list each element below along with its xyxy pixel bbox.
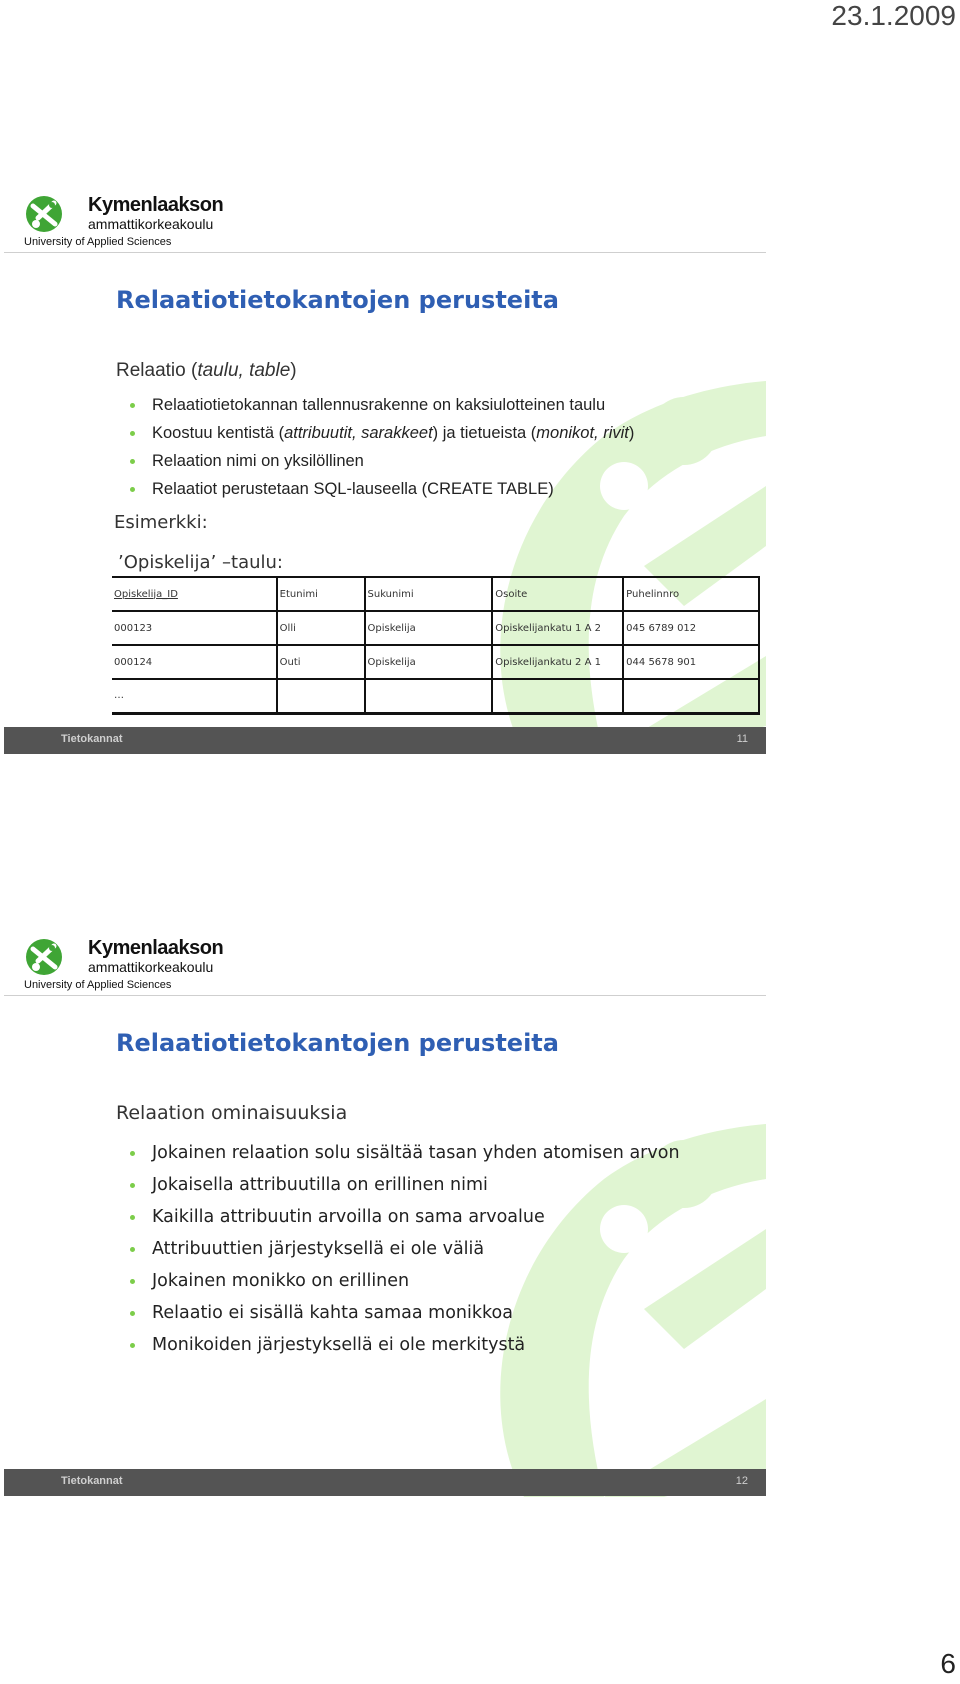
list-item: [116, 1297, 680, 1329]
bullet-dot-icon: [130, 487, 135, 492]
bullet-dot-icon: [130, 1247, 135, 1252]
table-row: [112, 645, 759, 679]
bullet-dot-icon: [130, 431, 135, 436]
kyamk-emblem-icon: [24, 194, 64, 234]
bullet-text: Relaatiotietokannan tallennusrakenne on kaksiulotteinen taulu: [152, 396, 606, 414]
bullet-text: Koostuu kentistä (: [152, 424, 285, 442]
bullet-dot-icon: [130, 459, 135, 464]
logo-subname: ammattikorkeakoulu: [88, 959, 214, 975]
bullet-dot-icon: [130, 1343, 135, 1348]
table-cell: [277, 679, 365, 713]
bullet-italic: monikot, rivit: [536, 424, 629, 442]
header-text: Opiskelija_ID: [114, 588, 178, 600]
bullet-text: Jokaisella attribuutilla on erillinen nimi: [152, 1175, 488, 1195]
kyamk-logo: [24, 194, 224, 250]
bullet-list: [116, 1137, 680, 1361]
bullet-text: Attribuuttien järjestyksellä ei ole väliä: [152, 1239, 485, 1259]
logo-name: Kymenlaakson: [88, 937, 224, 959]
header-divider: [4, 252, 766, 253]
bullet-dot-icon: [130, 1279, 135, 1284]
slide-number: 11: [736, 733, 748, 745]
footer-label: Tietokannat: [61, 1475, 123, 1487]
bullet-list: [116, 391, 634, 503]
bullet-dot-icon: [130, 1151, 135, 1156]
kyamk-logo: [24, 937, 224, 993]
table-cell: Opiskelija: [365, 645, 493, 679]
column-header: Puhelinnro: [623, 577, 759, 611]
page-date: 23.1.2009: [831, 0, 956, 31]
kyamk-emblem-icon: [24, 937, 64, 977]
list-item: [116, 1169, 680, 1201]
bullet-text: Relaatio ei sisällä kahta samaa monikkoa: [152, 1303, 513, 1323]
list-item: [116, 447, 634, 475]
list-item: [116, 475, 634, 503]
table-cell: Opiskelijankatu 1 A 2: [492, 611, 623, 645]
bullet-text: Kaikilla attribuutin arvoilla on sama arvoalue: [152, 1207, 545, 1227]
column-header: Sukunimi: [365, 577, 493, 611]
bullet-text: Monikoiden järjestyksellä ei ole merkitystä: [152, 1335, 526, 1355]
table-cell: [365, 679, 493, 713]
opiskelija-table: [112, 576, 760, 715]
table-name: ’Opiskelija’ –taulu:: [118, 552, 283, 573]
table-row: [112, 679, 759, 713]
bullet-dot-icon: [130, 1215, 135, 1220]
slide-11: [4, 186, 766, 754]
list-item: [116, 1329, 680, 1361]
table-cell: 044 5678 901: [623, 645, 759, 679]
table-cell: Olli: [277, 611, 365, 645]
list-item: [116, 1265, 680, 1297]
table-cell: Opiskelijankatu 2 A 1: [492, 645, 623, 679]
bullet-text: ): [628, 424, 635, 442]
column-header: Etunimi: [277, 577, 365, 611]
slide-footer: [4, 727, 766, 754]
slide-12: [4, 929, 766, 1497]
column-header: Osoite: [492, 577, 623, 611]
bullet-text: Relaatiot perustetaan SQL-lauseella (CREATE TABLE): [152, 480, 554, 498]
table-cell: Opiskelija: [365, 611, 493, 645]
page-number: 6: [940, 1648, 956, 1679]
list-item: [116, 1137, 680, 1169]
logo-english: University of Applied Sciences: [24, 979, 172, 991]
list-item: [116, 1201, 680, 1233]
table-row: [112, 611, 759, 645]
footer-label: Tietokannat: [61, 733, 123, 745]
slide-heading: Relaation ominaisuuksia: [116, 1102, 348, 1124]
logo-english: University of Applied Sciences: [24, 236, 172, 248]
header-divider: [4, 995, 766, 996]
column-header: [112, 577, 277, 611]
bullet-dot-icon: [130, 1311, 135, 1316]
table-cell: …: [112, 679, 277, 713]
list-item: [116, 419, 634, 447]
logo-subname: ammattikorkeakoulu: [88, 216, 214, 232]
table-cell: 045 6789 012: [623, 611, 759, 645]
heading-italic: taulu, table: [197, 360, 291, 381]
bullet-text: ) ja tietueista (: [432, 424, 537, 442]
list-item: [116, 1233, 680, 1265]
logo-name: Kymenlaakson: [88, 194, 224, 216]
table-header-row: [112, 577, 759, 611]
bullet-italic: attribuutit, sarakkeet: [284, 424, 433, 442]
slide-heading: [116, 360, 297, 382]
bullet-text: Jokainen relaation solu sisältää tasan yhden atomisen arvon: [152, 1143, 680, 1163]
table-cell: Outi: [277, 645, 365, 679]
table-cell: [623, 679, 759, 713]
bullet-dot-icon: [130, 1183, 135, 1188]
heading-close: ): [290, 360, 297, 381]
slide-number: 12: [735, 1475, 748, 1487]
table-cell: 000124: [112, 645, 277, 679]
bullet-text: Jokainen monikko on erillinen: [152, 1271, 410, 1291]
table-cell: 000123: [112, 611, 277, 645]
heading-text: Relaatio (: [116, 360, 198, 381]
slide-footer: [4, 1469, 766, 1496]
table-cell: [492, 679, 623, 713]
example-label: Esimerkki:: [114, 512, 208, 533]
slide-title: Relaatiotietokantojen perusteita: [116, 1029, 559, 1057]
slide-title: Relaatiotietokantojen perusteita: [116, 286, 559, 314]
bullet-dot-icon: [130, 403, 135, 408]
list-item: [116, 391, 634, 419]
bullet-text: Relaation nimi on yksilöllinen: [152, 452, 364, 470]
